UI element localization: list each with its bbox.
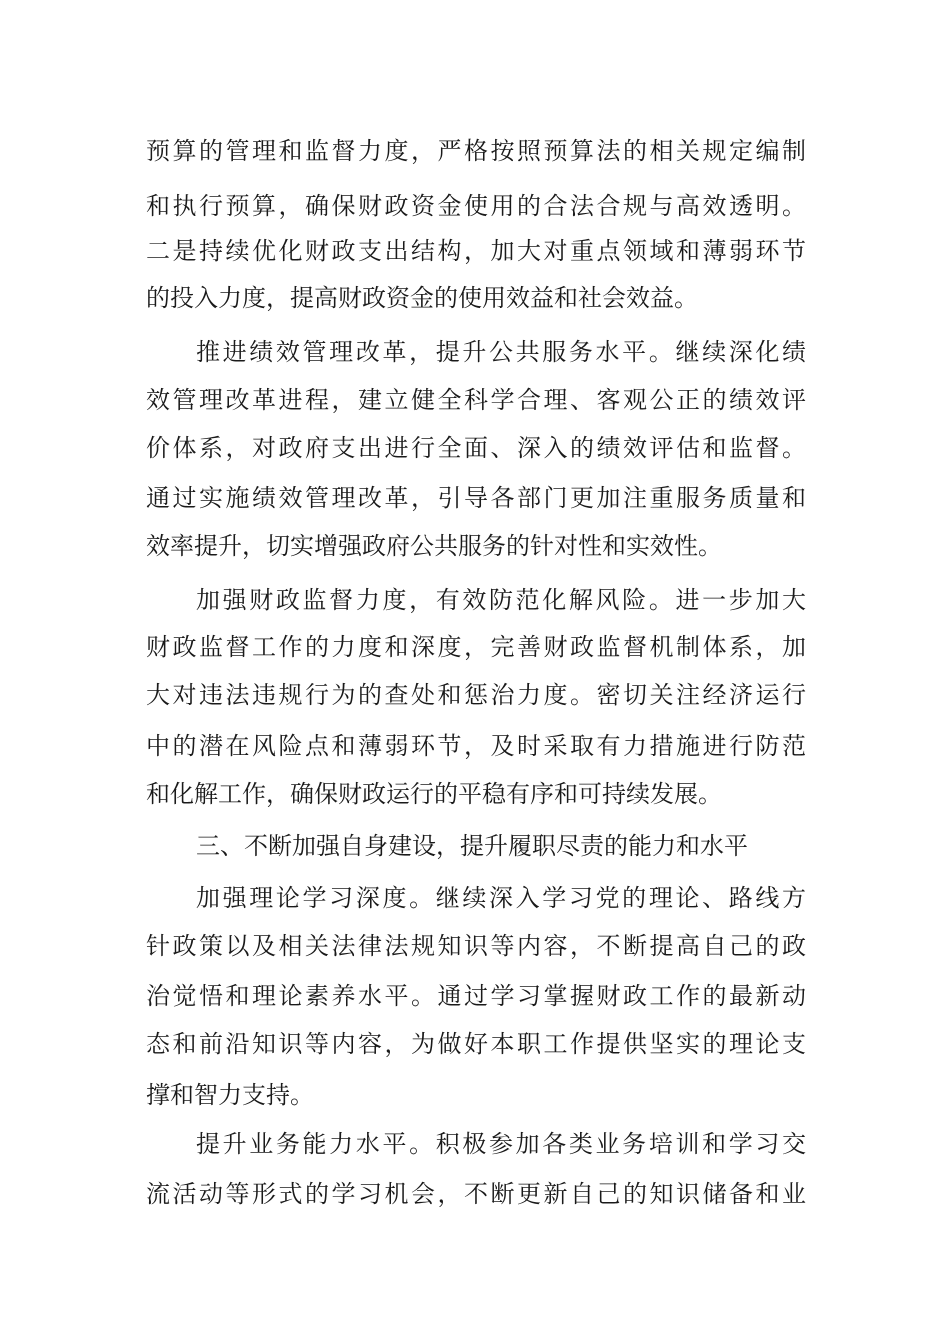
text-line: 预算的管理和监督力度，严格按照预算法的相关规定编制: [146, 137, 806, 165]
text-line: 和化解工作，确保财政运行的平稳有序和可持续发展。: [146, 780, 722, 808]
text-line: 中的潜在风险点和薄弱环节，及时采取有力措施进行防范: [146, 732, 806, 760]
text-line: 的投入力度，提高财政资金的使用效益和社会效益。: [146, 284, 698, 312]
text-line: 价体系，对政府支出进行全面、深入的绩效评估和监督。: [146, 434, 806, 462]
text-line: 针政策以及相关法律法规知识等内容，不断提高自己的政: [146, 932, 806, 960]
text-line: 大对违法违规行为的查处和惩治力度。密切关注经济运行: [146, 681, 806, 709]
text-line: 效管理改革进程，建立健全科学合理、客观公正的绩效评: [146, 386, 806, 414]
text-line: 财政监督工作的力度和深度，完善财政监督机制体系，加: [146, 633, 806, 661]
section-heading: 三、不断加强自身建设，提升履职尽责的能力和水平: [196, 832, 748, 860]
paragraph-heading-line: 加强理论学习深度。继续深入学习党的理论、路线方: [196, 884, 806, 912]
text-line: 治觉悟和理论素养水平。通过学习掌握财政工作的最新动: [146, 982, 806, 1010]
text-line: 二是持续优化财政支出结构，加大对重点领域和薄弱环节: [146, 237, 806, 265]
paragraph-heading-line: 推进绩效管理改革，提升公共服务水平。继续深化绩: [196, 338, 806, 366]
text-line: 流活动等形式的学习机会，不断更新自己的知识储备和业: [146, 1180, 806, 1208]
paragraph-heading-line: 提升业务能力水平。积极参加各类业务培训和学习交: [196, 1130, 806, 1158]
text-line: 通过实施绩效管理改革，引导各部门更加注重服务质量和: [146, 484, 806, 512]
text-line: 和执行预算，确保财政资金使用的合法合规与高效透明。: [146, 192, 806, 220]
paragraph-heading-line: 加强财政监督力度，有效防范化解风险。进一步加大: [196, 586, 806, 614]
text-line: 效率提升，切实增强政府公共服务的针对性和实效性。: [146, 532, 722, 560]
text-line: 态和前沿知识等内容，为做好本职工作提供坚实的理论支: [146, 1030, 806, 1058]
text-line: 撑和智力支持。: [146, 1081, 314, 1109]
